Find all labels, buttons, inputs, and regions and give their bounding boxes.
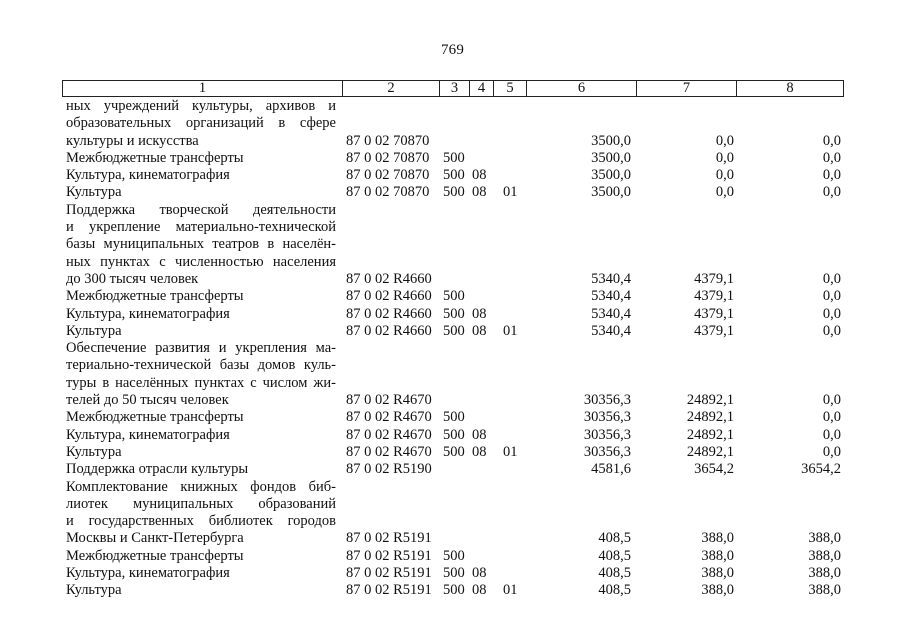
row-name: культуры и искусства bbox=[66, 132, 199, 149]
row-code: 87 0 02 R4660 bbox=[346, 270, 432, 287]
row-value-col8: 0,0 bbox=[822, 409, 841, 426]
table-row bbox=[0, 444, 905, 461]
header-col-4: 4 bbox=[470, 81, 494, 96]
row-section: 08 bbox=[472, 184, 487, 201]
row-name: и государственных библиотек городов bbox=[66, 513, 336, 530]
row-name: образовательных организаций в сфере bbox=[66, 115, 336, 132]
row-value-col7: 4379,1 bbox=[694, 270, 734, 287]
row-value-col6: 5340,4 bbox=[591, 288, 631, 305]
table-row bbox=[0, 323, 905, 340]
table-row bbox=[0, 202, 905, 219]
row-name: ных пунктах с численностью населения bbox=[66, 253, 336, 270]
row-name: Поддержка творческой деятельности bbox=[66, 201, 336, 218]
row-value-col8: 0,0 bbox=[822, 270, 841, 287]
row-name: Культура bbox=[66, 184, 122, 201]
row-name: Межбюджетные трансферты bbox=[66, 288, 244, 305]
header-col-5: 5 bbox=[494, 81, 527, 96]
row-value-col6: 5340,4 bbox=[591, 270, 631, 287]
row-code: 87 0 02 R4670 bbox=[346, 409, 432, 426]
row-section: 08 bbox=[472, 443, 487, 460]
row-value-col7: 24892,1 bbox=[686, 426, 734, 443]
table-header bbox=[62, 80, 844, 97]
table-row bbox=[0, 427, 905, 444]
row-code: 87 0 02 R5191 bbox=[346, 530, 432, 547]
row-section: 08 bbox=[472, 322, 487, 339]
table-row bbox=[0, 115, 905, 132]
table-row bbox=[0, 496, 905, 513]
row-value-col6: 5340,4 bbox=[591, 322, 631, 339]
row-name: Межбюджетные трансферты bbox=[66, 409, 244, 426]
row-code: 87 0 02 R5191 bbox=[346, 582, 432, 599]
row-expense-type: 500 bbox=[443, 167, 465, 184]
row-value-col6: 4581,6 bbox=[591, 461, 631, 478]
row-name: Комплектование книжных фондов биб- bbox=[66, 478, 336, 495]
row-value-col7: 24892,1 bbox=[686, 392, 734, 409]
row-name: Культура, кинематография bbox=[66, 305, 230, 322]
row-code: 87 0 02 R5191 bbox=[346, 565, 432, 582]
table-row bbox=[0, 375, 905, 392]
row-value-col7: 4379,1 bbox=[694, 305, 734, 322]
row-expense-type: 500 bbox=[443, 409, 465, 426]
table-row bbox=[0, 254, 905, 271]
row-subsection: 01 bbox=[503, 443, 518, 460]
row-name: и укрепление материально-технической bbox=[66, 219, 336, 236]
table-row bbox=[0, 513, 905, 530]
row-value-col8: 388,0 bbox=[808, 530, 841, 547]
row-expense-type: 500 bbox=[443, 322, 465, 339]
row-expense-type: 500 bbox=[443, 565, 465, 582]
row-section: 08 bbox=[472, 426, 487, 443]
row-value-col6: 30356,3 bbox=[583, 426, 631, 443]
row-value-col6: 30356,3 bbox=[583, 392, 631, 409]
row-code: 87 0 02 70870 bbox=[346, 184, 430, 201]
row-name: Поддержка отрасли культуры bbox=[66, 461, 249, 478]
row-name: телей до 50 тысяч человек bbox=[66, 392, 229, 409]
table-row bbox=[0, 98, 905, 115]
row-name: териально-технической базы домов куль- bbox=[66, 357, 336, 374]
row-value-col7: 24892,1 bbox=[686, 443, 734, 460]
row-value-col6: 408,5 bbox=[598, 565, 631, 582]
table-row bbox=[0, 306, 905, 323]
row-value-col6: 408,5 bbox=[598, 547, 631, 564]
row-value-col8: 0,0 bbox=[822, 305, 841, 322]
row-value-col6: 3500,0 bbox=[591, 184, 631, 201]
table-row bbox=[0, 150, 905, 167]
row-code: 87 0 02 R4660 bbox=[346, 322, 432, 339]
table-row bbox=[0, 392, 905, 409]
table-row bbox=[0, 357, 905, 374]
row-section: 08 bbox=[472, 565, 487, 582]
row-value-col7: 388,0 bbox=[701, 547, 734, 564]
row-code: 87 0 02 R5190 bbox=[346, 461, 432, 478]
row-name: ных учреждений культуры, архивов и bbox=[66, 98, 336, 114]
row-name: Межбюджетные трансферты bbox=[66, 547, 244, 564]
row-value-col6: 3500,0 bbox=[591, 167, 631, 184]
row-name: базы муниципальных театров в населён- bbox=[66, 236, 336, 253]
row-value-col6: 408,5 bbox=[598, 530, 631, 547]
row-value-col6: 30356,3 bbox=[583, 443, 631, 460]
row-code: 87 0 02 R4670 bbox=[346, 443, 432, 460]
row-value-col8: 3654,2 bbox=[801, 461, 841, 478]
row-value-col7: 0,0 bbox=[715, 184, 734, 201]
row-value-col8: 0,0 bbox=[822, 149, 841, 166]
row-value-col6: 3500,0 bbox=[591, 132, 631, 149]
row-name: туры в населённых пунктах с числом жи- bbox=[66, 374, 336, 391]
row-subsection: 01 bbox=[503, 322, 518, 339]
row-value-col6: 3500,0 bbox=[591, 149, 631, 166]
row-value-col8: 388,0 bbox=[808, 565, 841, 582]
row-expense-type: 500 bbox=[443, 149, 465, 166]
table-row bbox=[0, 184, 905, 201]
row-value-col8: 0,0 bbox=[822, 392, 841, 409]
row-code: 87 0 02 R4670 bbox=[346, 426, 432, 443]
table-body bbox=[0, 98, 905, 600]
row-value-col8: 388,0 bbox=[808, 582, 841, 599]
table-row bbox=[0, 288, 905, 305]
header-col-1: 1 bbox=[63, 81, 343, 96]
row-value-col8: 0,0 bbox=[822, 322, 841, 339]
header-col-7: 7 bbox=[637, 81, 737, 96]
row-code: 87 0 02 R4660 bbox=[346, 305, 432, 322]
row-value-col7: 3654,2 bbox=[694, 461, 734, 478]
row-value-col8: 0,0 bbox=[822, 132, 841, 149]
row-value-col7: 4379,1 bbox=[694, 288, 734, 305]
row-name: Межбюджетные трансферты bbox=[66, 149, 244, 166]
header-col-8: 8 bbox=[786, 80, 794, 96]
row-value-col7: 4379,1 bbox=[694, 322, 734, 339]
row-subsection: 01 bbox=[503, 184, 518, 201]
table-row bbox=[0, 133, 905, 150]
row-expense-type: 500 bbox=[443, 582, 465, 599]
row-name: Культура bbox=[66, 582, 122, 599]
table-row bbox=[0, 461, 905, 478]
row-value-col6: 30356,3 bbox=[583, 409, 631, 426]
table-row bbox=[0, 219, 905, 236]
row-section: 08 bbox=[472, 305, 487, 322]
row-subsection: 01 bbox=[503, 582, 518, 599]
row-expense-type: 500 bbox=[443, 426, 465, 443]
row-name: лиотек муниципальных образований bbox=[66, 495, 336, 512]
row-expense-type: 500 bbox=[443, 305, 465, 322]
row-expense-type: 500 bbox=[443, 547, 465, 564]
row-value-col8: 0,0 bbox=[822, 167, 841, 184]
row-name: Москвы и Санкт-Петербурга bbox=[66, 530, 244, 547]
table-row bbox=[0, 548, 905, 565]
header-col-2: 2 bbox=[343, 81, 440, 96]
table-row bbox=[0, 582, 905, 599]
row-code: 87 0 02 70870 bbox=[346, 132, 430, 149]
row-expense-type: 500 bbox=[443, 443, 465, 460]
row-section: 08 bbox=[472, 167, 487, 184]
row-name: Культура bbox=[66, 443, 122, 460]
row-code: 87 0 02 R5191 bbox=[346, 547, 432, 564]
page-number: 769 bbox=[440, 42, 465, 58]
table-row bbox=[0, 530, 905, 547]
row-value-col7: 388,0 bbox=[701, 582, 734, 599]
row-value-col8: 388,0 bbox=[808, 547, 841, 564]
table-row bbox=[0, 340, 905, 357]
row-code: 87 0 02 R4660 bbox=[346, 288, 432, 305]
row-name: до 300 тысяч человек bbox=[66, 270, 199, 287]
row-value-col7: 388,0 bbox=[701, 530, 734, 547]
row-expense-type: 500 bbox=[443, 184, 465, 201]
row-value-col8: 0,0 bbox=[822, 184, 841, 201]
row-value-col6: 408,5 bbox=[598, 582, 631, 599]
row-name: Культура, кинематография bbox=[66, 167, 230, 184]
table-row bbox=[0, 271, 905, 288]
row-name: Культура, кинематография bbox=[66, 565, 230, 582]
table-row bbox=[0, 236, 905, 253]
row-name: Культура bbox=[66, 322, 122, 339]
table-row bbox=[0, 409, 905, 426]
row-value-col7: 0,0 bbox=[715, 149, 734, 166]
row-value-col6: 5340,4 bbox=[591, 305, 631, 322]
row-value-col7: 388,0 bbox=[701, 565, 734, 582]
table-row bbox=[0, 565, 905, 582]
row-value-col8: 0,0 bbox=[822, 426, 841, 443]
header-col-6: 6 bbox=[527, 81, 637, 96]
row-value-col7: 0,0 bbox=[715, 167, 734, 184]
row-section: 08 bbox=[472, 582, 487, 599]
row-value-col8: 0,0 bbox=[822, 288, 841, 305]
table-row bbox=[0, 479, 905, 496]
table-row bbox=[0, 167, 905, 184]
row-code: 87 0 02 70870 bbox=[346, 167, 430, 184]
row-name: Культура, кинематография bbox=[66, 426, 230, 443]
row-value-col8: 0,0 bbox=[822, 443, 841, 460]
row-value-col7: 24892,1 bbox=[686, 409, 734, 426]
row-code: 87 0 02 70870 bbox=[346, 149, 430, 166]
header-col-3: 3 bbox=[440, 81, 470, 96]
row-value-col7: 0,0 bbox=[715, 132, 734, 149]
row-name: Обеспечение развития и укрепления ма- bbox=[66, 340, 336, 357]
row-expense-type: 500 bbox=[443, 288, 465, 305]
row-code: 87 0 02 R4670 bbox=[346, 392, 432, 409]
